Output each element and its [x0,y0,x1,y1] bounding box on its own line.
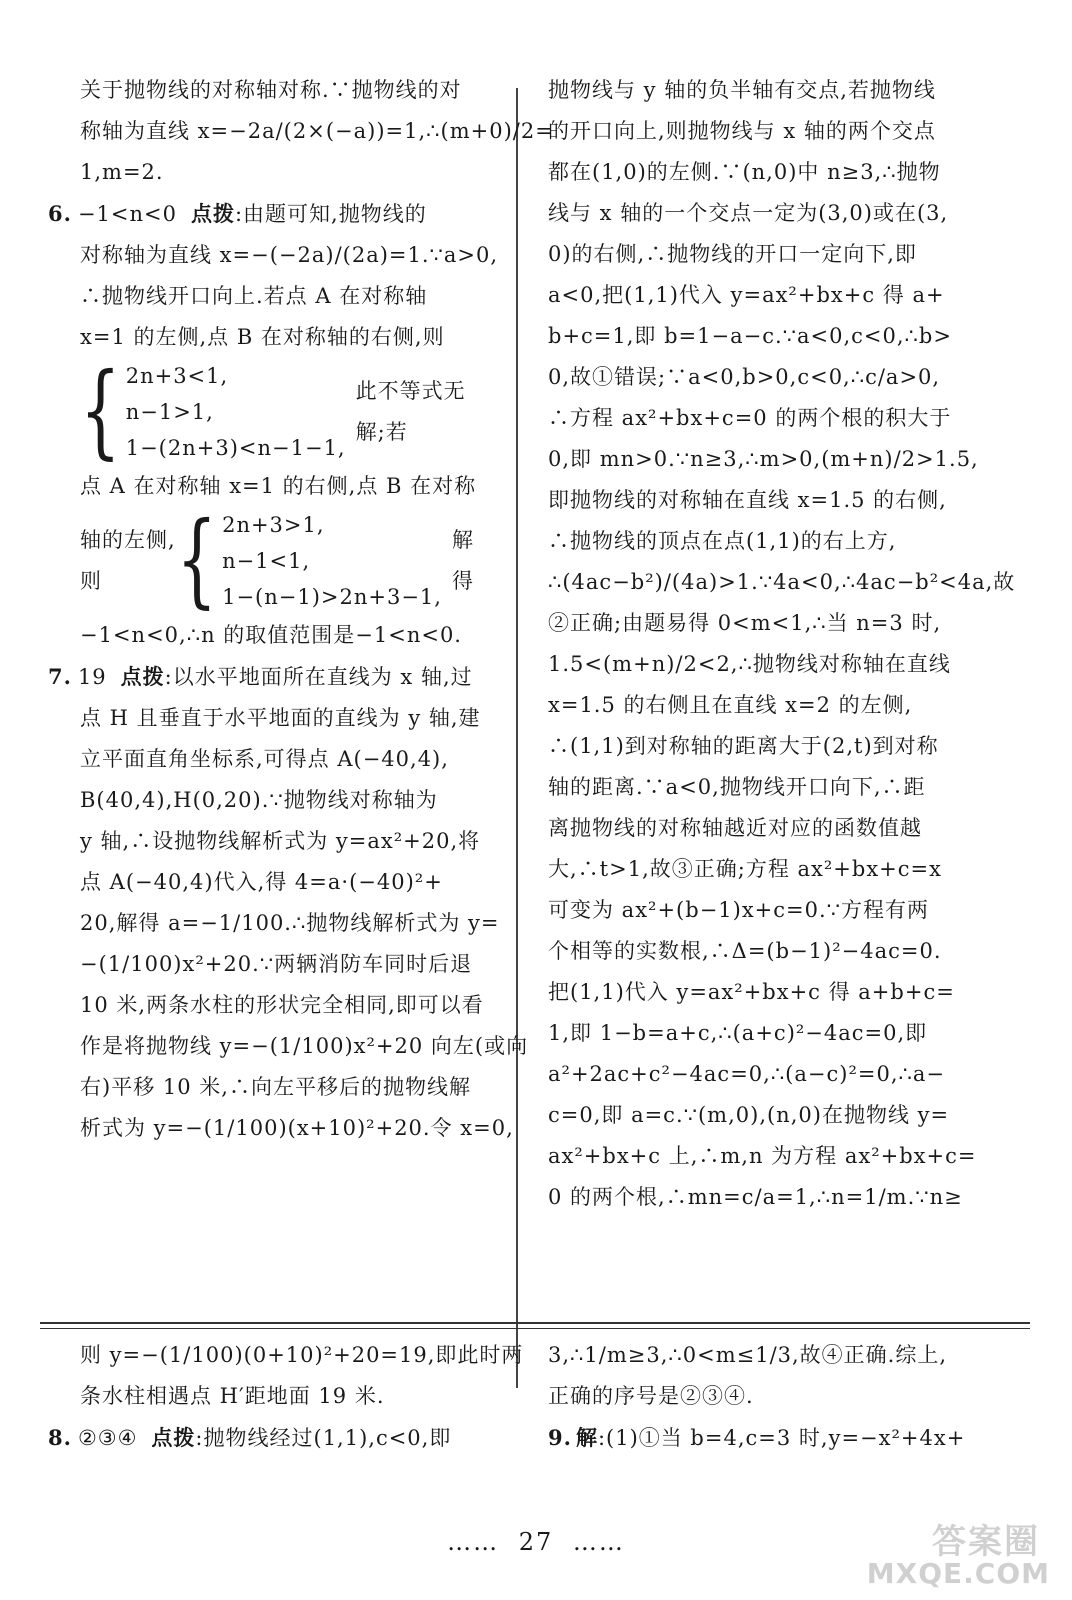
watermark-cn: 答案圈 [932,1522,1040,1562]
text-line: 抛物线与 y 轴的负半轴有交点,若抛物线 [548,78,936,102]
section-divider-bottom [40,1328,1030,1329]
inequality-line: 2n+3<1, [125,364,229,388]
text-line: x=1.5 的右侧且在直线 x=2 的左侧, [548,693,913,717]
text-line: 的开口向上,则抛物线与 x 轴的两个交点 [548,119,936,143]
inequality-system-1: { 2n+3<1, n−1>1, 1−(2n+3)<n−1−1, 此不等式无解;若 [48,358,488,466]
text-line: 1,即 1−b=a+c,∴(a+c)²−4ac=0,即 [548,1021,928,1045]
text-line: 把(1,1)代入 y=ax²+bx+c 得 a+b+c= [548,980,955,1004]
watermark-logo [866,1514,1058,1594]
text-line: 作是将抛物线 y=−(1/100)x²+20 向左(或向 [80,1034,529,1058]
right-column [548,70,1016,1218]
text-line: 3,∴1/m≥3,∴0<m≤1/3,故④正确.综上, [548,1343,948,1367]
answer-lead: ②③④ [77,1426,138,1450]
text-line: 轴的距离.∵a<0,抛物线开口向下,∴距 [548,775,926,799]
inequality-system-2: 轴的左侧,则 { 2n+3>1, n−1<1, 1−(n−1)>2n+3−1, 解得 [48,507,488,615]
line-text: :以水平地面所在直线为 x 轴,过 [164,665,473,689]
text-line: c=0,即 a=c.∵(m,0),(n,0)在抛物线 y= [548,1103,950,1127]
text-line: ∴(1,1)到对称轴的距离大于(2,t)到对称 [548,734,939,758]
text-line: 0,即 mn>0.∵n≥3,∴m>0,(m+n)/2>1.5, [548,447,979,471]
page-number: 27 [518,1528,554,1556]
question-number: 8. [48,1425,72,1450]
text-line: 条水柱相遇点 H′距地面 19 米. [80,1384,385,1408]
inequality-line: n−1<1, [222,549,311,573]
text-line: B(40,4),H(0,20).∵抛物线对称轴为 [80,788,438,812]
system-1-tail: 此不等式无解;若 [355,379,466,444]
inequality-line: 1−(2n+3)<n−1−1, [125,436,346,460]
text-line: 10 米,两条水柱的形状完全相同,即可以看 [80,993,484,1017]
text-line: 析式为 y=−(1/100)(x+10)²+20.令 x=0, [80,1116,514,1140]
text-line: 右)平移 10 米,∴向左平移后的抛物线解 [80,1075,471,1099]
question-number: 7. [48,664,72,689]
text-line: 点 H 且垂直于水平地面的直线为 y 轴,建 [80,706,481,730]
text-line: 则 y=−(1/100)(0+10)²+20=19,即此时两 [80,1343,524,1367]
text-line: 关于抛物线的对称轴对称.∵抛物线的对 [80,78,462,102]
text-line: 0,故①错误;∵a<0,b>0,c<0,∴c/a>0, [548,365,941,389]
question-number: 6. [48,201,72,226]
text-line: ∴抛物线的顶点在点(1,1)的右上方, [548,529,897,553]
text-line: 1.5<(m+n)/2<2,∴抛物线对称轴在直线 [548,652,951,676]
text-line: 个相等的实数根,∴Δ=(b−1)²−4ac=0. [548,939,942,963]
text-line: 正确的序号是②③④. [548,1384,754,1408]
column-divider [516,88,518,1388]
text-line: 都在(1,0)的左侧.∵(n,0)中 n≥3,∴抛物 [548,160,941,184]
text-line [48,1417,488,1459]
text-line: y 轴,∴设抛物线解析式为 y=ax²+20,将 [80,829,481,853]
text-line: 点 A 在对称轴 x=1 的右侧,点 B 在对称 [80,474,477,498]
hint-label: 点拨 [190,201,235,226]
text-line [48,656,488,698]
line-text: :抛物线经过(1,1),c<0,即 [195,1426,452,1450]
text-line: b+c=1,即 b=1−a−c.∵a<0,c<0,∴b> [548,324,952,348]
inequality-line: 1−(n−1)>2n+3−1, [222,585,442,609]
text-line: 大,∴t>1,故③正确;方程 ax²+bx+c=x [548,857,942,881]
text-line: 可变为 ax²+(b−1)x+c=0.∵方程有两 [548,898,930,922]
text-line: 20,解得 a=−1/100.∴抛物线解析式为 y= [80,911,500,935]
text-line: a<0,把(1,1)代入 y=ax²+bx+c 得 a+ [548,283,945,307]
text-line [48,193,488,235]
line-text: :由题可知,抛物线的 [234,202,427,226]
text-line: 对称轴为直线 x=−(−2a)/(2a)=1.∵a>0, [80,243,499,267]
hint-label: 点拨 [151,1425,196,1450]
inequality-line: 2n+3>1, [222,513,325,537]
section-divider-top [40,1322,1030,1324]
text-line: ∴(4ac−b²)/(4a)>1.∵4a<0,∴4ac−b²<4a,故 [548,570,1016,594]
left-column-bottom [48,1335,524,1459]
hint-label: 解 [575,1425,598,1450]
answer-lead: 19 [77,665,107,689]
text-line: 线与 x 轴的一个交点一定为(3,0)或在(3, [548,201,949,225]
text-line: 点 A(−40,4)代入,得 4=a·(−40)²+ [80,870,443,894]
system-2-tail: 解得 [451,528,474,593]
text-line: 离抛物线的对称轴越近对应的函数值越 [548,816,922,840]
inequality-line: n−1>1, [125,400,214,424]
text-line: −(1/100)x²+20.∵两辆消防车同时后退 [80,952,473,976]
line-text: :(1)①当 b=4,c=3 时,y=−x²+4x+ [597,1426,966,1450]
left-column [48,70,554,1149]
text-line: ax²+bx+c 上,∴m,n 为方程 ax²+bx+c= [548,1144,977,1168]
text-line: 立平面直角坐标系,可得点 A(−40,4), [80,747,449,771]
watermark-en: MXQE.COM [866,1557,1050,1590]
footer-dots-left: …… [447,1528,500,1556]
text-line: −1<n<0,∴n 的取值范围是−1<n<0. [80,623,462,647]
footer-dots-right: …… [572,1528,625,1556]
question-number: 9. [548,1425,572,1450]
text-line: 1,m=2. [80,160,164,184]
text-line: 0)的右侧,∴抛物线的开口一定向下,即 [548,242,917,266]
text-line: ∴抛物线开口向上.若点 A 在对称轴 [80,284,428,308]
text-line: 0 的两个根,∴mn=c/a=1,∴n=1/m.∵n≥ [548,1185,963,1209]
text-line: 称轴为直线 x=−2a/(2×(−a))=1,∴(m+0)/2= [80,119,554,143]
text-line [548,1417,988,1459]
answer-lead: −1<n<0 [77,202,177,226]
hint-label: 点拨 [120,664,165,689]
system-2-lead: 轴的左侧,则 [80,528,176,593]
text-line: a²+2ac+c²−4ac=0,∴(a−c)²=0,∴a− [548,1062,945,1086]
text-line: 即抛物线的对称轴在直线 x=1.5 的右侧, [548,488,947,512]
right-column-bottom [548,1335,988,1459]
text-line: ∴方程 ax²+bx+c=0 的两个根的积大于 [548,406,952,430]
text-line: x=1 的左侧,点 B 在对称轴的右侧,则 [80,325,445,349]
text-line: ②正确;由题易得 0<m<1,∴当 n=3 时, [548,611,942,635]
